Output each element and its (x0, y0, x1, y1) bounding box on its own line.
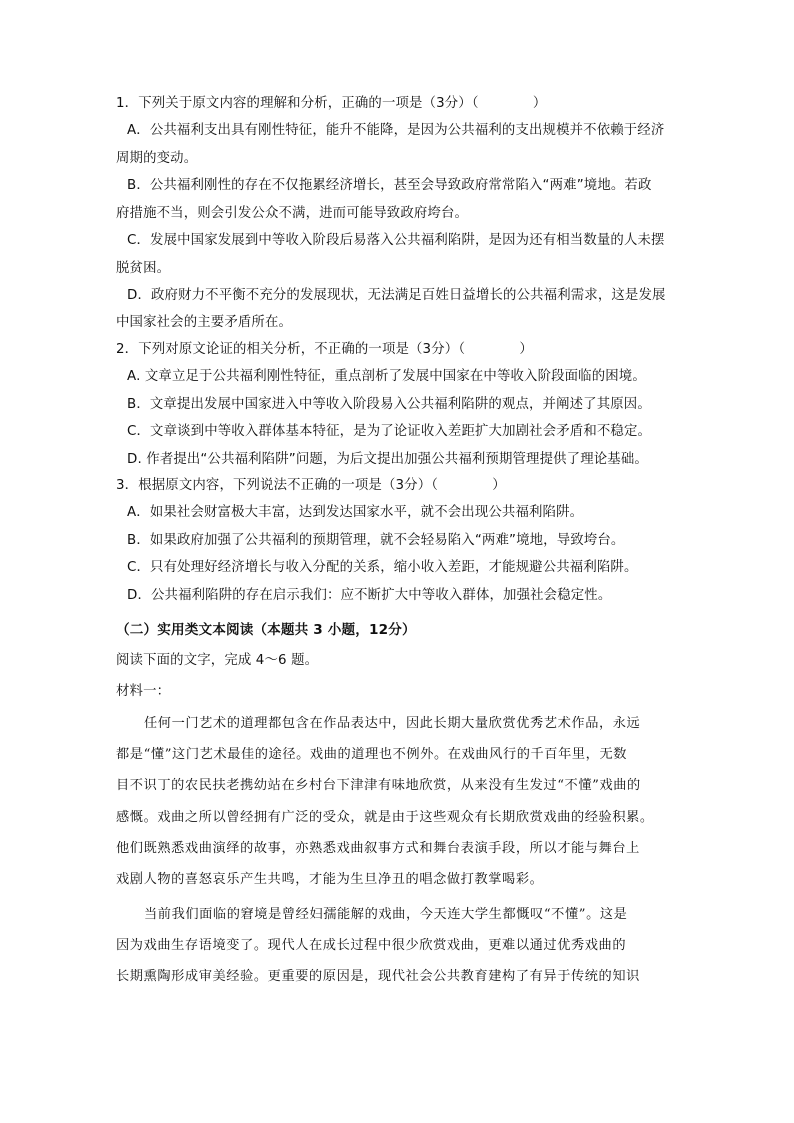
passage-line: 戏剧人物的喜怒哀乐产生共鸣，才能为生旦净丑的唱念做打教掌喝彩。 (116, 872, 544, 887)
q1-option-d: D．政府财力不平衡不充分的发展现状，无法满足百姓日益增长的公共福利需求，这是发展 (127, 288, 666, 303)
q1-option-c-cont: 脱贫困。 (116, 261, 171, 276)
q1-option-d-cont: 中国家社会的主要矛盾所在。 (116, 315, 293, 330)
section-heading: （二）实用类文本阅读（本题共 3 小题，12分） (116, 622, 416, 638)
q1-option-c: C．发展中国家发展到中等收入阶段后易落入公共福利陷阱，是因为还有相当数量的人未摆 (127, 233, 665, 248)
q3-option-c: C．只有处理好经济增长与收入分配的关系，缩小收入差距，才能规避公共福利陷阱。 (127, 560, 638, 575)
passage-line: 都是“懂”这门艺术最佳的途径。戏曲的道理也不例外。在戏曲风行的千百年里，无数 (116, 747, 628, 762)
q3-option-d: D．公共福利陷阱的存在启示我们：应不断扩大中等收入群体，加强社会稳定性。 (127, 588, 612, 603)
question-3-stem: 3．根据原文内容，下列说法不正确的一项是（3分）（ ） (116, 478, 506, 493)
q2-option-a: A. 文章立足于公共福利刚性特征，重点剖析了发展中国家在中等收入阶段面临的困境。 (127, 369, 646, 384)
passage-line: 因为戏曲生存语境变了。现代人在成长过程中很少欣赏戏曲，更难以通过优秀戏曲的 (116, 938, 627, 953)
section-instruction: 阅读下面的文字，完成 4～6 题。 (116, 653, 319, 668)
q2-option-d: D. 作者提出“公共福利陷阱”问题，为后文提出加强公共福利预期管理提供了理论基础。 (127, 452, 648, 467)
passage-line: 当前我们面临的窘境是曾经妇孺能解的戏曲，今天连大学生都慨叹“不懂”。这是 (144, 907, 628, 922)
question-1-stem: 1．下列关于原文内容的理解和分析，正确的一项是（3分）（ ） (116, 96, 547, 111)
passage-line: 感慨。戏曲之所以曾经拥有广泛的受众，就是由于这些观众有长期欣赏戏曲的经验积累。 (116, 810, 654, 825)
q1-option-b-cont: 府措施不当，则会引发公众不满，进而可能导致政府垮台。 (116, 206, 469, 221)
q1-option-a: A．公共福利支出具有刚性特征，能升不能降，是因为公共福利的支出规模并不依赖于经济 (127, 123, 665, 138)
q3-option-b: B．如果政府加强了公共福利的预期管理，就不会轻易陷入“两难”境地，导致垮台。 (127, 533, 625, 548)
material-label: 材料一： (116, 684, 171, 699)
q3-option-a: A．如果社会财富极大丰富，达到发达国家水平，就不会出现公共福利陷阱。 (127, 505, 584, 520)
q1-option-a-cont: 周期的变动。 (116, 151, 198, 166)
passage-line: 目不识丁的农民扶老携幼站在乡村台下津津有味地欣赏，从来没有生发过“不懂”戏曲的 (116, 778, 641, 793)
q2-option-b: B．文章提出发展中国家进入中等收入阶段易入公共福利陷阱的观点，并阐述了其原因。 (127, 397, 651, 412)
q2-option-c: C．文章谈到中等收入群体基本特征，是为了论证收入差距扩大加剧社会矛盾和不稳定。 (127, 424, 652, 439)
question-2-stem: 2．下列对原文论证的相关分析，不正确的一项是（3分）（ ） (116, 342, 533, 357)
passage-line: 长期熏陶形成审美经验。更重要的原因是，现代社会公共教育建构了有异于传统的知识 (116, 969, 640, 984)
passage-line: 任何一门艺术的道理都包含在作品表达中，因此长期大量欣赏优秀艺术作品，永远 (144, 716, 641, 731)
passage-line: 他们既熟悉戏曲演绎的故事，亦熟悉戏曲叙事方式和舞台表演手段，所以才能与舞台上 (116, 841, 640, 856)
q1-option-b: B．公共福利刚性的存在不仅拖累经济增长，甚至会导致政府常常陷入“两难”境地。若政 (127, 178, 652, 193)
